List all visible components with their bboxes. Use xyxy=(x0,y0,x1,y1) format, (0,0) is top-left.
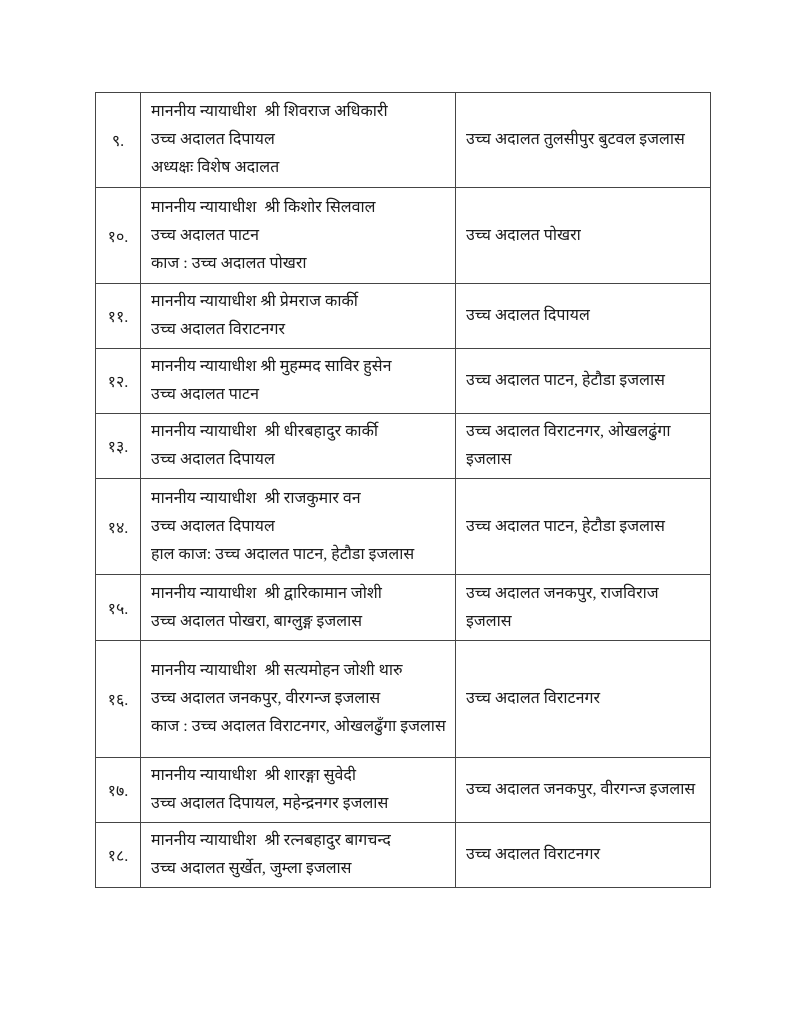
judge-details xyxy=(151,485,447,569)
assignment-text: उच्च अदालत जनकपुर, राजविराज इजलास xyxy=(466,584,659,630)
table-row xyxy=(96,479,711,575)
serial-number-cell xyxy=(96,823,141,888)
judge-details-cell xyxy=(141,349,456,414)
assignment-cell xyxy=(456,93,711,188)
judge-details-cell xyxy=(141,823,456,888)
judge-details xyxy=(151,418,447,474)
detail-line: हाल काज: उच्च अदालत पाटन, हेटौडा इजलास xyxy=(151,545,415,563)
serial-number-cell xyxy=(96,479,141,575)
judges-assignment-table xyxy=(95,92,711,888)
assignment-cell xyxy=(456,758,711,823)
table-row xyxy=(96,575,711,641)
assignment-text: उच्च अदालत विराटनगर xyxy=(466,690,601,707)
judge-details-cell xyxy=(141,93,456,188)
assignment-text: उच्च अदालत तुलसीपुर बुटवल इजलास xyxy=(466,131,685,148)
detail-line: माननीय न्यायाधीश श्री किशोर सिलवाल xyxy=(151,198,376,216)
detail-line: माननीय न्यायाधीश श्री द्वारिकामान जोशी xyxy=(151,584,382,602)
detail-line: अध्यक्षः विशेष अदालत xyxy=(151,159,280,176)
serial-number: १२. xyxy=(107,374,129,391)
serial-number: ९. xyxy=(111,133,125,150)
detail-line: उच्च अदालत पाटन xyxy=(151,226,259,244)
table-row xyxy=(96,93,711,188)
detail-line: माननीय न्यायाधीश श्री धीरबहादुर कार्की xyxy=(151,423,379,440)
judge-details-cell xyxy=(141,188,456,284)
assignment-text: उच्च अदालत पाटन, हेटौडा इजलास xyxy=(466,372,665,389)
detail-line: उच्च अदालत पाटन xyxy=(151,386,259,403)
assignment-text: उच्च अदालत पाटन, हेटौडा इजलास xyxy=(466,517,665,535)
assignment-cell xyxy=(456,641,711,758)
serial-number-cell xyxy=(96,575,141,641)
serial-number: १०. xyxy=(107,228,129,246)
detail-line: उच्च अदालत विराटनगर xyxy=(151,321,286,338)
detail-line: माननीय न्यायाधीश श्री रत्नबहादुर बागचन्द xyxy=(151,832,391,849)
table-row xyxy=(96,641,711,758)
detail-line: माननीय न्यायाधीश श्री मुहम्मद साविर हुसेन xyxy=(151,358,392,375)
detail-line: माननीय न्यायाधीश श्री शिवराज अधिकारी xyxy=(151,103,388,120)
serial-number: ११. xyxy=(107,309,129,326)
assignment-text: उच्च अदालत विराटनगर xyxy=(466,846,601,863)
judge-details-cell xyxy=(141,641,456,758)
detail-line: उच्च अदालत जनकपुर, वीरगन्ज इजलास xyxy=(151,690,381,707)
judge-details xyxy=(151,580,447,636)
serial-number: १८. xyxy=(107,848,129,865)
table-row xyxy=(96,349,711,414)
assignment-text: उच्च अदालत जनकपुर, वीरगन्ज इजलास xyxy=(466,781,696,798)
serial-number-cell xyxy=(96,641,141,758)
assignment-cell xyxy=(456,479,711,575)
detail-line: माननीय न्यायाधीश श्री सत्यमोहन जोशी थारु xyxy=(151,662,403,679)
judge-details xyxy=(151,762,447,818)
judge-details-cell xyxy=(141,479,456,575)
assignment-cell xyxy=(456,349,711,414)
detail-line: उच्च अदालत दिपायल xyxy=(151,517,275,535)
serial-number: १७. xyxy=(107,783,129,800)
serial-number: १६. xyxy=(107,692,129,709)
table-row xyxy=(96,823,711,888)
assignment-cell xyxy=(456,823,711,888)
detail-line: माननीय न्यायाधीश श्री शारङ्गा सुवेदी xyxy=(151,767,356,784)
judge-details xyxy=(151,353,447,409)
detail-line: उच्च अदालत दिपायल xyxy=(151,131,275,148)
detail-line: काज : उच्च अदालत विराटनगर, ओखलढुँगा इजलास xyxy=(151,718,446,735)
table-row xyxy=(96,188,711,284)
detail-line: उच्च अदालत दिपायल xyxy=(151,451,275,468)
judge-details-cell xyxy=(141,284,456,349)
assignment-text: उच्च अदालत विराटनगर, ओखलढुंगा इजलास xyxy=(466,423,671,468)
serial-number-cell xyxy=(96,349,141,414)
assignment-cell xyxy=(456,575,711,641)
assignment-cell xyxy=(456,284,711,349)
assignment-text: उच्च अदालत दिपायल xyxy=(466,307,590,324)
serial-number-cell xyxy=(96,758,141,823)
table-row xyxy=(96,414,711,479)
table-row xyxy=(96,284,711,349)
detail-line: उच्च अदालत सुर्खेत, जुम्ला इजलास xyxy=(151,860,352,877)
judge-details xyxy=(151,288,447,344)
table-row xyxy=(96,758,711,823)
serial-number-cell xyxy=(96,414,141,479)
detail-line: माननीय न्यायाधीश श्री प्रेमराज कार्की xyxy=(151,293,358,310)
serial-number: १३. xyxy=(107,439,129,456)
judge-details xyxy=(151,194,447,278)
judge-details xyxy=(151,657,447,741)
assignment-cell xyxy=(456,414,711,479)
assignment-cell xyxy=(456,188,711,284)
table-body xyxy=(96,93,711,888)
serial-number-cell xyxy=(96,93,141,188)
assignment-text: उच्च अदालत पोखरा xyxy=(466,226,581,244)
serial-number: १५. xyxy=(107,600,129,618)
judge-details-cell xyxy=(141,758,456,823)
judge-details-cell xyxy=(141,414,456,479)
detail-line: काज : उच्च अदालत पोखरा xyxy=(151,254,307,272)
serial-number-cell xyxy=(96,284,141,349)
detail-line: माननीय न्यायाधीश श्री राजकुमार वन xyxy=(151,489,361,507)
serial-number: १४. xyxy=(107,519,129,537)
detail-line: उच्च अदालत दिपायल, महेन्द्रनगर इजलास xyxy=(151,795,389,812)
judge-details xyxy=(151,98,447,182)
serial-number-cell xyxy=(96,188,141,284)
detail-line: उच्च अदालत पोखरा, बाग्लुङ्ग इजलास xyxy=(151,612,363,630)
judge-details-cell xyxy=(141,575,456,641)
judge-details xyxy=(151,827,447,883)
